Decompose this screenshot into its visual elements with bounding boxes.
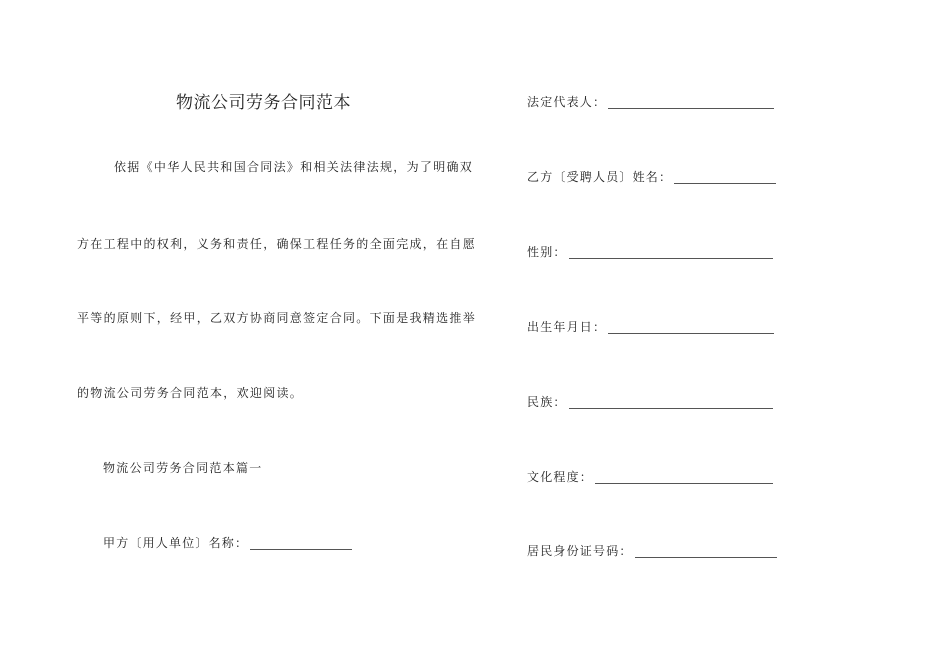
ethnicity-field	[527, 393, 773, 410]
party-b-name-blank-line	[674, 171, 776, 184]
birth-date-blank-line	[608, 321, 774, 334]
party-b-name-label: 乙方〔受聘人员〕姓名：	[527, 170, 673, 184]
education-blank-line	[595, 471, 773, 484]
party-a-name-field	[103, 534, 352, 551]
legal-representative-label: 法定代表人：	[527, 95, 607, 109]
section-heading: 物流公司劳务合同范本篇一	[103, 461, 263, 475]
education-field	[527, 468, 773, 485]
gender-field	[527, 243, 773, 260]
gender-label: 性别：	[527, 245, 567, 259]
id-number-label: 居民身份证号码：	[527, 544, 633, 558]
party-a-name-label: 甲方〔用人单位〕名称：	[103, 536, 249, 550]
intro-paragraph-line-3: 平等的原则下，经甲，乙双方协商同意签定合同。下面是我精选推举	[77, 311, 477, 325]
birth-date-label: 出生年月日：	[527, 320, 607, 334]
id-number-blank-line	[635, 545, 777, 558]
legal-representative-blank-line	[608, 96, 774, 109]
ethnicity-label: 民族：	[527, 395, 567, 409]
intro-paragraph-line-1: 依据《中华人民共和国合同法》和相关法律法规，为了明确双	[114, 160, 474, 174]
party-a-name-blank-line	[250, 537, 352, 550]
gender-blank-line	[569, 246, 773, 259]
intro-paragraph-line-4: 的物流公司劳务合同范本，欢迎阅读。	[77, 386, 304, 400]
ethnicity-blank-line	[569, 396, 773, 409]
party-b-name-field	[527, 168, 776, 185]
legal-representative-field	[527, 93, 774, 110]
document-title: 物流公司劳务合同范本	[176, 93, 351, 113]
intro-paragraph-line-2: 方在工程中的权利，义务和责任，确保工程任务的全面完成，在自愿	[77, 237, 477, 251]
education-label: 文化程度：	[527, 470, 594, 484]
id-number-field	[527, 542, 777, 559]
birth-date-field	[527, 318, 774, 335]
